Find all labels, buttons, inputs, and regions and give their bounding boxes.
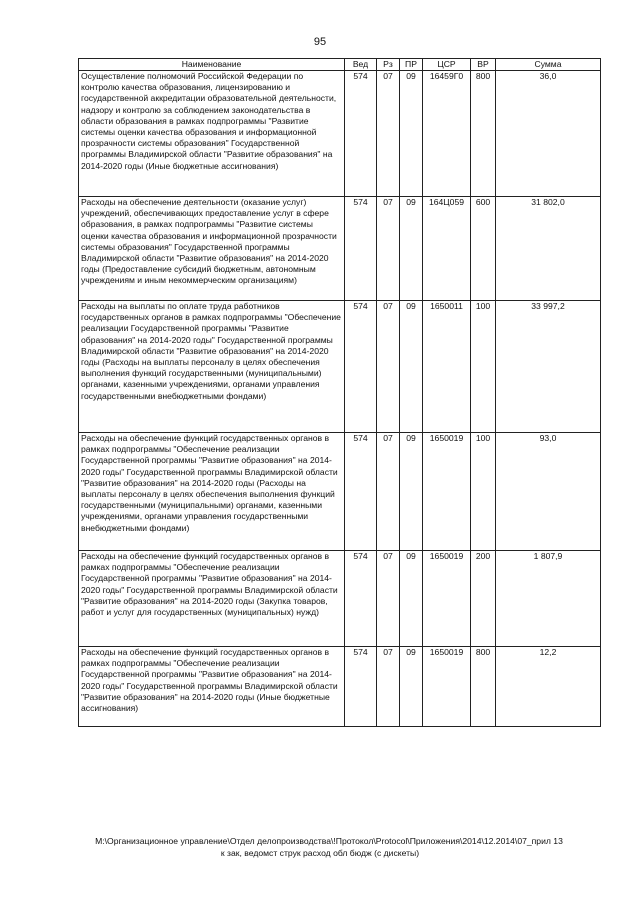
row-ved: 574	[345, 71, 377, 197]
header-vr: ВР	[471, 59, 496, 71]
header-pr: ПР	[400, 59, 423, 71]
row-vr: 100	[471, 433, 496, 551]
row-rz: 07	[377, 301, 400, 433]
row-csr: 1650019	[423, 433, 471, 551]
row-sum: 36,0	[496, 71, 601, 197]
row-name: Расходы на обеспечение функций государственных органов в рамках подпрограммы "Обеспечение реализации Государственной программы "Развитие образования" на 2014-2020 годы" Государственной программы Владимирской области "Развитие образования" на 2014-2020 годы (Закупка товаров, работ и услуг для государственных (муниципальных) нужд)	[79, 551, 345, 647]
row-ved: 574	[345, 647, 377, 727]
row-ved: 574	[345, 551, 377, 647]
header-ved: Вед	[345, 59, 377, 71]
row-rz: 07	[377, 647, 400, 727]
row-pr: 09	[400, 647, 423, 727]
row-csr: 1650019	[423, 647, 471, 727]
row-rz: 07	[377, 433, 400, 551]
row-csr: 164Ц059	[423, 197, 471, 301]
page-number: 95	[313, 36, 327, 48]
table-row	[79, 301, 601, 433]
header-sum: Сумма	[496, 59, 601, 71]
row-pr: 09	[400, 197, 423, 301]
footer-path-line: M:\Организационное управление\Отдел делопроизводства\!Протокол\Protocol\Приложения\2014\12.2014\07_прил 13	[95, 836, 563, 846]
row-rz: 07	[377, 197, 400, 301]
row-name: Расходы на обеспечение функций государственных органов в рамках подпрограммы "Обеспечение реализации Государственной программы "Развитие образования" на 2014-2020 годы" Государственной программы Владимирской области "Развитие образования" на 2014-2020 годы (Иные бюджетные ассигнования)	[79, 647, 345, 727]
row-csr: 1650019	[423, 551, 471, 647]
header-name: Наименование	[79, 59, 345, 71]
row-csr: 1650011	[423, 301, 471, 433]
row-ved: 574	[345, 301, 377, 433]
row-pr: 09	[400, 551, 423, 647]
table-row	[79, 647, 601, 727]
row-ved: 574	[345, 433, 377, 551]
footer-description-line: к зак, ведомст струк расход обл бюдж (с дискеты)	[220, 847, 420, 858]
row-vr: 200	[471, 551, 496, 647]
row-ved: 574	[345, 197, 377, 301]
header-csr: ЦСР	[423, 59, 471, 71]
row-sum: 93,0	[496, 433, 601, 551]
row-sum: 33 997,2	[496, 301, 601, 433]
row-pr: 09	[400, 71, 423, 197]
row-pr: 09	[400, 301, 423, 433]
row-name: Расходы на обеспечение функций государственных органов в рамках подпрограммы "Обеспечение реализации Государственной программы "Развитие образования" на 2014-2020 годы" Государственной программы Владимирской области "Развитие образования" на 2014-2020 годы (Расходы на выплаты персоналу в целях обеспечения выполнения функций государственными (муниципальными) органами, казенными учреждениями, органами управления государственными внебюджетными фондами)	[79, 433, 345, 551]
row-rz: 07	[377, 71, 400, 197]
table-row	[79, 71, 601, 197]
row-vr: 100	[471, 301, 496, 433]
row-pr: 09	[400, 433, 423, 551]
row-rz: 07	[377, 551, 400, 647]
budget-table	[78, 58, 601, 727]
row-sum: 12,2	[496, 647, 601, 727]
row-sum: 1 807,9	[496, 551, 601, 647]
table-row	[79, 551, 601, 647]
row-vr: 800	[471, 647, 496, 727]
row-name: Расходы на обеспечение деятельности (оказание услуг) учреждений, обеспечивающих предоставление услуг в сфере образования, в рамках подпрограммы "Развитие системы оценки качества образования и информационной прозрачности системы образования" Государственной программы Владимирской области "Развитие образования" на 2014-2020 годы (Предоставление субсидий бюджетным, автономным учреждениям и иным некоммерческим организациям)	[79, 197, 345, 301]
row-vr: 600	[471, 197, 496, 301]
table-header	[79, 59, 601, 71]
row-name: Осуществление полномочий Российской Федерации по контролю качества образования, лицензированию и государственной аккредитации образовательной деятельности, надзору и контролю за соблюдением законодательства в области образования в рамках подпрограммы "Развитие системы оценки качества образования и информационной прозрачности системы образования" Государственной программы Владимирской области "Развитие образования" на 2014-2020 годы (Иные бюджетные ассигнования)	[79, 71, 345, 197]
row-name: Расходы на выплаты по оплате труда работников государственных органов в рамках подпрограммы "Обеспечение реализации Государственной программы "Развитие образования" на 2014-2020 годы" Государственной программы Владимирской области "Развитие образования" на 2014-2020 годы (Расходы на выплаты персоналу в целях обеспечения выполнения функций государственными (муниципальными) органами, казенными учреждениями, органами управления государственными внебюджетными фондами)	[79, 301, 345, 433]
header-rz: Рз	[377, 59, 400, 71]
table-row	[79, 433, 601, 551]
row-csr: 16459Г0	[423, 71, 471, 197]
file-path-footer	[0, 836, 640, 859]
row-vr: 800	[471, 71, 496, 197]
table-row	[79, 197, 601, 301]
row-sum: 31 802,0	[496, 197, 601, 301]
